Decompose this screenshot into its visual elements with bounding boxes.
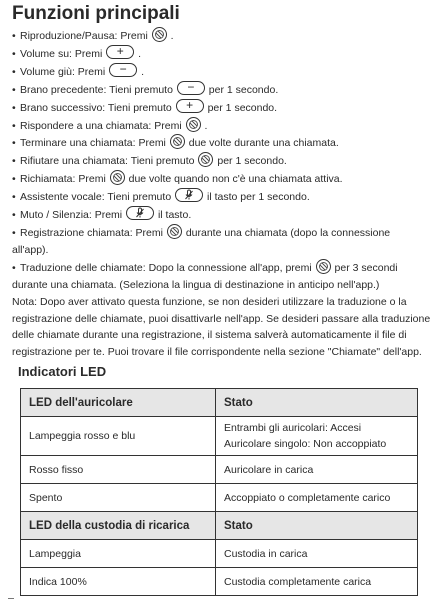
button-glyph	[176, 186, 202, 205]
plus-button-icon	[176, 99, 204, 113]
header-cell: LED dell'auricolare	[21, 389, 216, 417]
bullet: •	[12, 47, 16, 60]
feature-item	[12, 206, 436, 224]
feature-text: Muto / Silenzia: Premi	[20, 209, 123, 222]
table-cell: Accoppiato o completamente carico	[216, 484, 418, 512]
led-section-title: Indicatori LED	[18, 364, 107, 380]
recording-line: • Registrazione chiamata: Premi durante una chiamata (dopo la connessione	[12, 224, 436, 242]
feature-text: il tasto.	[157, 209, 192, 222]
led-table	[20, 388, 418, 596]
feature-item	[12, 27, 436, 45]
minus-button-icon	[109, 63, 137, 77]
minus-button-icon	[177, 81, 205, 95]
main-button-icon	[186, 117, 201, 132]
table-cell: Lampeggia	[21, 540, 216, 568]
feature-item	[12, 81, 436, 99]
main-button-icon	[152, 27, 167, 42]
feature-text: Terminare una chiamata: Premi	[20, 137, 166, 150]
table-cell: Lampeggia rosso e blu	[21, 417, 216, 456]
button-glyph: −	[119, 61, 127, 76]
feature-text: Volume su: Premi	[20, 47, 103, 60]
feature-text: .	[138, 47, 142, 60]
header-cell: Stato	[216, 389, 418, 417]
feature-text: Assistente vocale: Tieni premuto	[20, 191, 172, 204]
table-row	[21, 568, 418, 596]
feature-item	[12, 45, 436, 63]
feature-list	[12, 27, 436, 224]
button-glyph: +	[186, 97, 194, 112]
button-glyph: +	[116, 43, 124, 58]
button-glyph	[127, 204, 153, 223]
main-button-icon	[110, 170, 125, 185]
table-header-row	[21, 512, 418, 540]
button-glyph: −	[187, 79, 195, 94]
table-cell: Auricolare in carica	[216, 456, 418, 484]
feature-text: Brano successivo: Tieni premuto	[20, 101, 172, 114]
feature-text: Riproduzione/Pausa: Premi	[20, 30, 148, 42]
feature-text: il tasto per 1 secondo.	[207, 191, 310, 204]
translation-line-cont: durante una chiamata. (Seleziona la lingua di destinazione in anticipo nell'app.)	[12, 278, 380, 291]
main-button-icon	[198, 152, 213, 167]
recording-line-cont: all'app).	[12, 243, 49, 256]
bullet: •	[12, 83, 16, 96]
feature-item	[12, 188, 436, 206]
bullet: •	[12, 191, 16, 204]
main-button-icon	[167, 224, 182, 239]
feature-text: per 1 secondo.	[208, 83, 279, 96]
feature-text: .	[170, 30, 174, 42]
note-paragraph: Nota: Dopo aver attivato questa funzione, se non desideri utilizzare la traduzione o la registrazione delle chiamate, puoi disattivarle nell'app. Se desideri passare alla traduzione delle chiamate durante una registrazione, il sistema salverà automaticamente il file di registrazione per te. Puoi trovare il file corrispondente nella sezione "Chiamate" dell'app.	[12, 295, 431, 359]
feature-text: Volume giù: Premi	[20, 65, 106, 78]
main-button-icon	[316, 259, 331, 274]
feature-item	[12, 63, 436, 81]
bullet: •	[12, 119, 16, 132]
feature-text: Richiamata: Premi	[20, 173, 106, 186]
feature-text: per 1 secondo.	[207, 101, 278, 114]
table-cell	[216, 417, 418, 456]
feature-text: Brano precedente: Tieni premuto	[20, 83, 173, 96]
table-cell: Custodia in carica	[216, 540, 418, 568]
header-cell: Stato	[216, 512, 418, 540]
table-cell: Rosso fisso	[21, 456, 216, 484]
header-cell: LED della custodia di ricarica	[21, 512, 216, 540]
feature-text: due volte durante una chiamata.	[188, 137, 339, 150]
manual-page	[12, 2, 436, 384]
bullet: •	[12, 173, 16, 186]
feature-item	[12, 152, 436, 170]
feature-text: .	[204, 119, 208, 132]
table-header-row	[21, 389, 418, 417]
bullet: •	[12, 30, 16, 42]
status-line: Auricolare singolo: Non accoppiato	[224, 438, 387, 450]
feature-text: Rispondere a una chiamata: Premi	[20, 119, 182, 132]
table-row	[21, 540, 418, 568]
feature-item	[12, 134, 436, 152]
table-cell: Spento	[21, 484, 216, 512]
feature-text: .	[141, 65, 144, 78]
feature-item	[12, 99, 436, 117]
status-line: Entrambi gli auricolari: Accesi	[224, 422, 362, 434]
bullet: •	[12, 65, 16, 78]
table-row	[21, 484, 418, 512]
feature-item	[12, 117, 436, 135]
table-cell: Custodia completamente carica	[216, 568, 418, 596]
table-row	[21, 456, 418, 484]
mic-mute-button-icon	[126, 206, 154, 220]
bullet: •	[12, 209, 16, 222]
table-cell: Indica 100%	[21, 568, 216, 596]
feature-text: Rifiutare una chiamata: Tieni premuto	[20, 155, 195, 168]
section-title: Funzioni principali	[12, 3, 180, 24]
translation-line: • Traduzione delle chiamate: Dopo la connessione all'app, premi per 3 secondi	[12, 259, 436, 277]
bullet: •	[12, 101, 16, 114]
bullet: •	[12, 137, 16, 150]
feature-item	[12, 170, 436, 188]
main-button-icon	[170, 134, 185, 149]
plus-button-icon	[106, 45, 134, 59]
bullet: •	[12, 155, 16, 168]
table-row	[21, 417, 418, 456]
feature-text: due volte quando non c'è una chiamata attiva.	[128, 173, 343, 186]
mic-mute-button-icon	[175, 188, 203, 202]
feature-text: per 1 secondo.	[217, 155, 287, 168]
